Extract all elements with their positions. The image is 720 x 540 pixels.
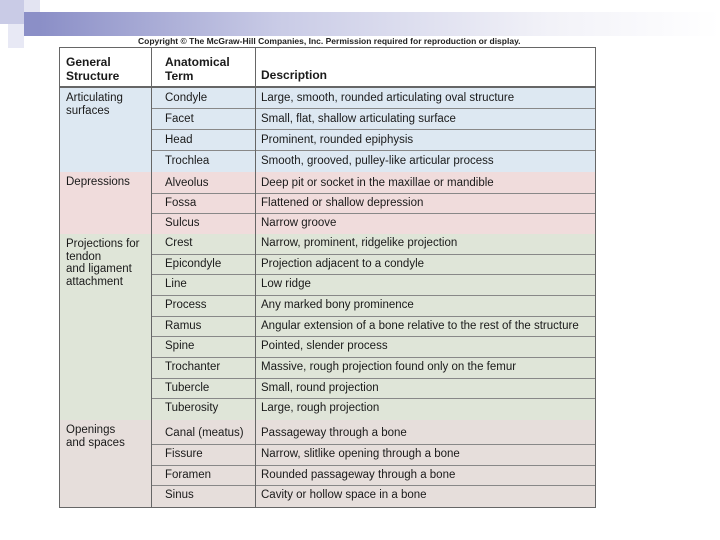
- table-row: [151, 445, 595, 466]
- table-row: [151, 255, 595, 276]
- term-description: Narrow, prominent, ridgelike projection: [261, 237, 458, 249]
- header-anatomical-term: [165, 55, 230, 83]
- group-label: [66, 424, 125, 449]
- table-row: [151, 337, 595, 358]
- group-label-line: Depressions: [66, 176, 130, 188]
- anatomical-term: Foramen: [165, 468, 212, 481]
- column-divider: [255, 48, 256, 507]
- group-label-line: Articulating: [66, 92, 123, 104]
- anatomical-term: Head: [165, 134, 193, 146]
- anatomical-term: Spine: [165, 340, 195, 353]
- table-row: [151, 317, 595, 338]
- group-label-line: Openings: [66, 424, 116, 436]
- anatomical-term: Condyle: [165, 92, 208, 104]
- decor-square: [8, 24, 24, 48]
- table-row: [151, 109, 595, 130]
- title-gradient-bar: [40, 12, 720, 36]
- anatomical-term: Facet: [165, 113, 194, 125]
- group-section: [60, 172, 595, 234]
- anatomical-term: Crest: [165, 237, 193, 249]
- group-label-line: and spaces: [66, 436, 125, 449]
- group-label-line: attachment: [66, 275, 123, 288]
- anatomical-term: Process: [165, 299, 207, 311]
- group-label-line: and ligament: [66, 263, 132, 275]
- header-general-structure: [66, 55, 119, 83]
- group-label: [66, 238, 140, 288]
- term-description: Low ridge: [261, 278, 311, 291]
- anatomical-term: Tubercle: [165, 381, 210, 394]
- term-description: Large, smooth, rounded articulating oval structure: [261, 92, 515, 104]
- anatomical-term: Epicondyle: [165, 257, 222, 270]
- decor-square: [24, 12, 40, 36]
- group-label-line: surfaces: [66, 104, 110, 117]
- group-section: [60, 88, 595, 172]
- anatomical-term: Fossa: [165, 197, 197, 209]
- bone-markings-table: [59, 47, 596, 508]
- term-description: Passageway through a bone: [261, 427, 407, 439]
- table-header: [60, 48, 595, 86]
- anatomical-term: Sinus: [165, 489, 194, 502]
- group-section: [60, 420, 595, 507]
- header-text: Structure: [66, 69, 120, 83]
- term-description: Angular extension of a bone relative to the rest of the structure: [261, 319, 579, 332]
- header-description: Description: [261, 68, 328, 82]
- anatomical-term: Alveolus: [165, 177, 209, 189]
- table-row: [151, 214, 595, 234]
- table-row: [151, 194, 595, 214]
- header-text: Term: [165, 69, 194, 83]
- group-label: [66, 92, 123, 117]
- table-row: [151, 88, 595, 109]
- term-description: Rounded passageway through a bone: [261, 468, 456, 481]
- column-divider: [151, 48, 152, 507]
- anatomical-term: Fissure: [165, 447, 203, 460]
- term-description: Massive, rough projection found only on the femur: [261, 361, 517, 373]
- decor-square: [0, 0, 24, 24]
- table-row: [151, 399, 595, 420]
- table-row: [151, 275, 595, 296]
- group-label: [66, 176, 130, 189]
- anatomical-term: Sulcus: [165, 217, 200, 229]
- table-row: [151, 151, 595, 172]
- anatomical-term: Ramus: [165, 319, 202, 332]
- header-text: Anatomical: [165, 55, 230, 69]
- term-description: Small, flat, shallow articulating surface: [261, 113, 456, 125]
- table-row: [151, 358, 595, 379]
- term-description: Cavity or hollow space in a bone: [261, 489, 427, 502]
- copyright-notice: Copyright © The McGraw-Hill Companies, Inc. Permission required for reproduction or display.: [138, 36, 521, 46]
- group-label-line: Projections for: [66, 238, 140, 250]
- term-description: Any marked bony prominence: [261, 299, 414, 311]
- term-description: Small, round projection: [261, 381, 379, 394]
- table-row: [151, 130, 595, 151]
- term-description: Prominent, rounded epiphysis: [261, 134, 414, 146]
- table-row: [151, 296, 595, 317]
- group-label-line: tendon: [66, 250, 102, 263]
- term-description: Projection adjacent to a condyle: [261, 257, 425, 270]
- term-description: Narrow, slitlike opening through a bone: [261, 447, 460, 460]
- term-description: Narrow groove: [261, 217, 337, 229]
- anatomical-term: Canal (meatus): [165, 427, 244, 439]
- table-row: [151, 466, 595, 487]
- term-description: Deep pit or socket in the maxillae or mandible: [261, 177, 494, 189]
- anatomical-term: Trochlea: [165, 155, 210, 167]
- table-row: [151, 174, 595, 194]
- decor-square: [24, 0, 40, 12]
- anatomical-term: Trochanter: [165, 361, 221, 373]
- term-description: Large, rough projection: [261, 402, 380, 415]
- term-description: Pointed, slender process: [261, 340, 388, 353]
- table-row: [151, 486, 595, 507]
- term-description: Smooth, grooved, pulley-like articular process: [261, 155, 494, 167]
- header-text: General: [66, 55, 111, 69]
- table-row: [151, 379, 595, 400]
- anatomical-term: Line: [165, 278, 187, 291]
- term-description: Flattened or shallow depression: [261, 197, 424, 209]
- anatomical-term: Tuberosity: [165, 402, 219, 415]
- table-row: [151, 234, 595, 255]
- table-row: [151, 424, 595, 445]
- group-section: [60, 234, 595, 420]
